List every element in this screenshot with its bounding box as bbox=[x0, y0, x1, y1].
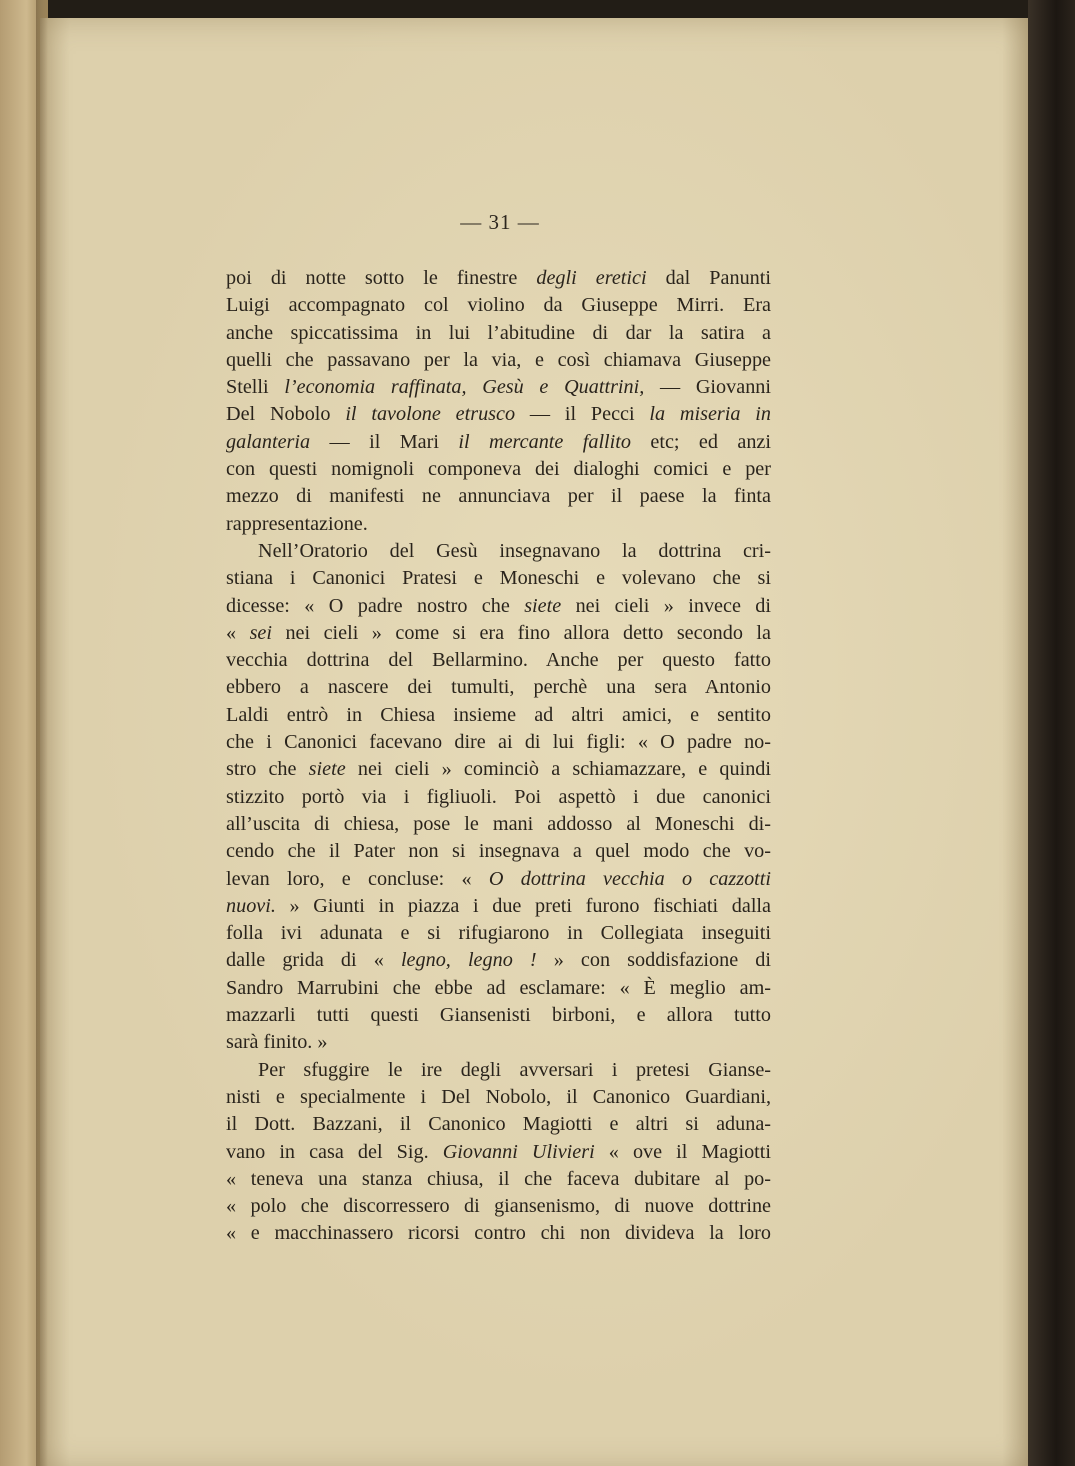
text-line bbox=[226, 975, 771, 1002]
text-line bbox=[226, 456, 771, 483]
text-segment: » con soddisfazione di bbox=[536, 949, 771, 972]
text-segment: che i Canonici facevano dire ai di lui figli: « O padre no- bbox=[226, 731, 771, 754]
text-segment: sarà finito. » bbox=[226, 1031, 328, 1054]
italic-text: la miseria in bbox=[649, 403, 771, 426]
text-line bbox=[226, 647, 771, 674]
text-segment: Stelli bbox=[226, 376, 285, 399]
text-segment: dicesse: « O padre nostro che bbox=[226, 594, 525, 617]
italic-text: sei bbox=[249, 621, 272, 644]
text-segment: poi di notte sotto le finestre bbox=[226, 267, 537, 289]
text-segment: all’uscita di chiesa, pose le mani addosso al Moneschi di- bbox=[226, 812, 771, 835]
text-line bbox=[226, 674, 771, 701]
text-line bbox=[226, 920, 771, 947]
italic-text: O dottrina vecchia o cazzotti bbox=[488, 867, 771, 890]
text-segment: nisti e specialmente i Del Nobolo, il Canonico Guardiani, bbox=[226, 1085, 771, 1108]
text-segment: nei cieli » come si era fino allora detto secondo la bbox=[272, 621, 771, 644]
text-line bbox=[226, 947, 771, 974]
text-line bbox=[226, 593, 771, 620]
text-line bbox=[226, 429, 771, 456]
text-line bbox=[226, 784, 771, 811]
italic-text: degli eretici bbox=[536, 267, 647, 289]
text-segment: quelli che passavano per la via, e così chiamava Giuseppe bbox=[226, 348, 771, 371]
text-segment: levan loro, e concluse: « bbox=[226, 867, 489, 890]
text-segment: con questi nomignoli componeva dei dialoghi comici e per bbox=[226, 458, 771, 481]
text-segment: « teneva una stanza chiusa, il che faceva dubitare al po- bbox=[226, 1167, 771, 1190]
text-line bbox=[226, 1111, 771, 1138]
italic-text: legno, legno ! bbox=[400, 949, 537, 972]
text-line bbox=[226, 511, 771, 538]
text-segment: folla ivi adunata e si rifugiarono in Collegiata inseguiti bbox=[226, 922, 771, 945]
text-segment: rappresentazione. bbox=[226, 512, 368, 535]
text-line bbox=[226, 1193, 771, 1220]
binding-gutter bbox=[36, 0, 48, 1466]
text-line bbox=[226, 811, 771, 838]
text-line bbox=[226, 893, 771, 920]
text-line bbox=[226, 347, 771, 374]
text-segment: Nell’Oratorio del Gesù insegnavano la dottrina cri- bbox=[258, 539, 771, 562]
text-segment: — Giovanni bbox=[644, 376, 771, 399]
text-line bbox=[226, 320, 771, 347]
text-segment: anche spiccatissima in lui l’abitudine di dar la satira a bbox=[226, 321, 771, 344]
text-line bbox=[226, 1057, 771, 1084]
text-line bbox=[226, 374, 771, 401]
text-line bbox=[226, 292, 771, 319]
text-line bbox=[226, 401, 771, 428]
text-segment: nei cieli » cominciò a schiamazzare, e quindi bbox=[345, 758, 772, 781]
text-line bbox=[226, 729, 771, 756]
body-text bbox=[226, 265, 771, 1248]
text-line bbox=[226, 702, 771, 729]
text-segment: etc; ed anzi bbox=[630, 430, 771, 453]
text-line bbox=[226, 756, 771, 783]
text-segment: Laldi entrò in Chiesa insieme ad altri amici, e sentito bbox=[226, 703, 771, 726]
text-line bbox=[226, 1139, 771, 1166]
text-line bbox=[226, 1002, 771, 1029]
text-segment: « e macchinassero ricorsi contro chi non divideva la loro bbox=[226, 1222, 771, 1245]
text-segment: « bbox=[226, 621, 250, 644]
text-segment: stizzito portò via i figliuoli. Poi aspettò i due canonici bbox=[226, 785, 771, 808]
page-number: — 31 — bbox=[460, 210, 540, 234]
text-segment: vano in casa del Sig. bbox=[226, 1140, 443, 1163]
italic-text: galanteria bbox=[226, 430, 311, 453]
text-line bbox=[226, 838, 771, 865]
text-segment: « ove il Magiotti bbox=[594, 1140, 771, 1163]
italic-text: siete bbox=[524, 594, 562, 617]
text-segment: stro che bbox=[226, 758, 309, 781]
italic-text: nuovi. bbox=[226, 894, 276, 917]
text-segment: — il Pecci bbox=[515, 403, 650, 426]
text-segment: » Giunti in piazza i due preti furono fischiati dalla bbox=[275, 894, 771, 917]
italic-text: siete bbox=[308, 758, 346, 781]
text-line bbox=[226, 538, 771, 565]
text-line bbox=[226, 1166, 771, 1193]
text-line bbox=[226, 1084, 771, 1111]
text-segment: stiana i Canonici Pratesi e Moneschi e volevano che si bbox=[226, 567, 771, 590]
page-edge-shadow bbox=[1028, 0, 1075, 1466]
text-line bbox=[226, 483, 771, 510]
text-segment: nei cieli » invece di bbox=[561, 594, 772, 617]
italic-text: l’economia raffinata, Gesù e Quattrini, bbox=[284, 376, 645, 399]
text-line bbox=[226, 620, 771, 647]
text-segment: il Dott. Bazzani, il Canonico Magiotti e altri si aduna- bbox=[226, 1113, 771, 1136]
text-segment: — il Mari bbox=[310, 430, 459, 453]
text-segment: vecchia dottrina del Bellarmino. Anche per questo fatto bbox=[226, 649, 771, 672]
text-line bbox=[226, 1029, 771, 1056]
text-line bbox=[226, 565, 771, 592]
text-segment: Del Nobolo bbox=[226, 403, 346, 426]
text-line bbox=[226, 265, 771, 292]
text-segment: Sandro Marrubini che ebbe ad esclamare: « È meglio am- bbox=[226, 976, 771, 999]
text-segment: dal Panunti bbox=[646, 267, 771, 289]
text-line bbox=[226, 1220, 771, 1247]
italic-text: il mercante fallito bbox=[458, 430, 631, 453]
text-segment: mazzarli tutti questi Giansenisti birboni, e allora tutto bbox=[226, 1004, 771, 1027]
text-segment: mezzo di manifesti ne annunciava per il paese la finta bbox=[226, 485, 771, 508]
text-segment: dalle grida di « bbox=[226, 949, 401, 972]
text-segment: Per sfuggire le ire degli avversari i pretesi Gianse- bbox=[258, 1058, 771, 1081]
text-line bbox=[226, 866, 771, 893]
italic-text: Giovanni Ulivieri bbox=[442, 1140, 595, 1163]
text-segment: cendo che il Pater non si insegnava a quel modo che vo- bbox=[226, 840, 771, 863]
italic-text: il tavolone etrusco bbox=[345, 403, 516, 426]
text-segment: « polo che discorressero di giansenismo, di nuove dottrine bbox=[226, 1195, 771, 1218]
text-segment: ebbero a nascere dei tumulti, perchè una sera Antonio bbox=[226, 676, 771, 699]
text-segment: Luigi accompagnato col violino da Giuseppe Mirri. Era bbox=[226, 294, 771, 317]
